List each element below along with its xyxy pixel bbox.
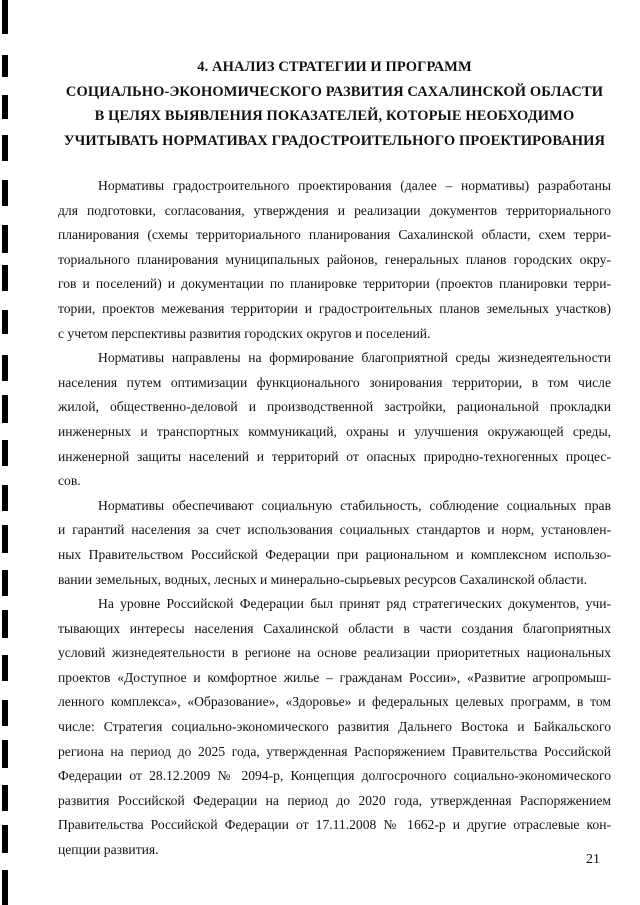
text-line: Правительства Российской Федерации от 17.11.2008 № 1662-р и другие отраслевые кон- <box>58 817 611 833</box>
text-line: инженерных и транспортных коммуникаций, охраны и улучшения окружающей среды, <box>58 423 611 439</box>
binder-mark <box>2 0 8 34</box>
text-line: для подготовки, согласования, утверждения и реализации документов территориального <box>58 202 611 218</box>
text-line: Нормативы направлены на формирование благоприятной среды жизнедеятельности <box>98 350 611 366</box>
binder-mark <box>2 135 8 161</box>
text-line: проектов «Доступное и комфортное жилье – гражданам России», «Развитие агропромыш- <box>58 669 611 685</box>
text-line: и гарантий населения за счет использования социальных стандартов и норм, установлен- <box>58 522 611 538</box>
heading-line: СОЦИАЛЬНО-ЭКОНОМИЧЕСКОГО РАЗВИТИЯ САХАЛИНСКОЙ ОБЛАСТИ <box>65 83 604 100</box>
binder-mark <box>2 485 8 511</box>
binder-marks <box>0 0 10 905</box>
binder-mark <box>2 225 8 253</box>
text-line: Нормативы обеспечивают социальную стабильность, соблюдение социальных прав <box>98 497 611 513</box>
binder-mark <box>2 355 8 381</box>
text-line: числе: Стратегия социально-экономического развития Дальнего Востока и Байкальского <box>58 719 611 735</box>
text-line: Нормативы градостроительного проектирования (далее – нормативы) разработаны <box>98 178 611 193</box>
paragraph <box>58 592 611 863</box>
paragraph <box>58 174 611 346</box>
binder-mark <box>2 655 8 681</box>
text-line: гов и поселений) и документации по планировке территории (проектов планировки терри- <box>58 276 611 292</box>
paragraph <box>58 346 611 494</box>
heading-line: 4. АНАЛИЗ СТРАТЕГИИ И ПРОГРАММ <box>197 59 472 75</box>
binder-mark <box>2 740 8 768</box>
binder-mark <box>2 825 8 853</box>
text-line: региона на период до 2025 года, утвержденная Распоряжением Правительства Российской <box>58 743 611 759</box>
binder-mark <box>2 570 8 596</box>
text-line: населения путем оптимизации функционального зонирования территории, в том числе <box>58 374 611 390</box>
binder-mark <box>2 265 8 291</box>
binder-mark <box>2 610 8 638</box>
text-line: с учетом перспективы развития городских округов и поселений. <box>58 325 431 341</box>
heading-line: В ЦЕЛЯХ ВЫЯВЛЕНИЯ ПОКАЗАТЕЛЕЙ, КОТОРЫЕ НЕОБХОДИМО <box>94 108 575 124</box>
text-line: тывающих интересы населения Сахалинской области в части создания благоприятных <box>58 620 611 636</box>
binder-mark <box>2 310 8 334</box>
text-line: цепции развития. <box>58 842 159 858</box>
text-line: тории, проектов межевания территории и градостроительных планов земельных участков) <box>58 300 611 316</box>
binder-mark <box>2 525 8 553</box>
heading-line: УЧИТЫВАТЬ НОРМАТИВАХ ГРАДОСТРОИТЕЛЬНОГО ПРОЕКТИРОВАНИЯ <box>63 132 606 149</box>
document-page <box>58 55 611 863</box>
text-line: условий жизнедеятельности в регионе на основе реализации приоритетных национальных <box>58 645 611 661</box>
text-line: Федерации от 28.12.2009 № 2094-р, Концепция долгосрочного социально-экономического <box>58 768 611 784</box>
text-line: планирования (схемы территориального планирования Сахалинской области, схем терри- <box>58 227 611 243</box>
text-line: ленного комплекса», «Образование», «Здоровье» и федеральных целевых программ, в том <box>58 694 611 710</box>
text-line: вании земельных, водных, лесных и минерально-сырьевых ресурсов Сахалинской области. <box>58 571 588 587</box>
text-line: ториального планирования муниципальных районов, генеральных планов городских окру- <box>58 251 611 267</box>
binder-mark <box>2 55 8 77</box>
text-line: развития Российской Федерации на период до 2020 года, утвержденная Распоряжением <box>58 792 611 808</box>
page-number: 21 <box>586 852 600 867</box>
binder-mark <box>2 395 8 423</box>
text-line: жилой, общественно-деловой и производственной застройки, рациональной прокладки <box>58 399 611 415</box>
binder-mark <box>2 700 8 726</box>
binder-mark <box>2 440 8 466</box>
body-text <box>58 174 611 863</box>
binder-mark <box>2 870 8 905</box>
binder-mark <box>2 180 8 206</box>
section-heading <box>58 55 611 153</box>
paragraph <box>58 494 611 592</box>
text-line: На уровне Российской Федерации был принят ряд стратегических документов, учи- <box>98 596 611 612</box>
binder-mark <box>2 95 8 119</box>
binder-mark <box>2 785 8 811</box>
text-line: сов. <box>58 473 81 489</box>
text-line: ных Правительством Российской Федерации при рациональном и комплексном использо- <box>58 546 611 562</box>
text-line: инженерной защиты населений и территорий от опасных природно-техногенных процес- <box>58 448 611 464</box>
